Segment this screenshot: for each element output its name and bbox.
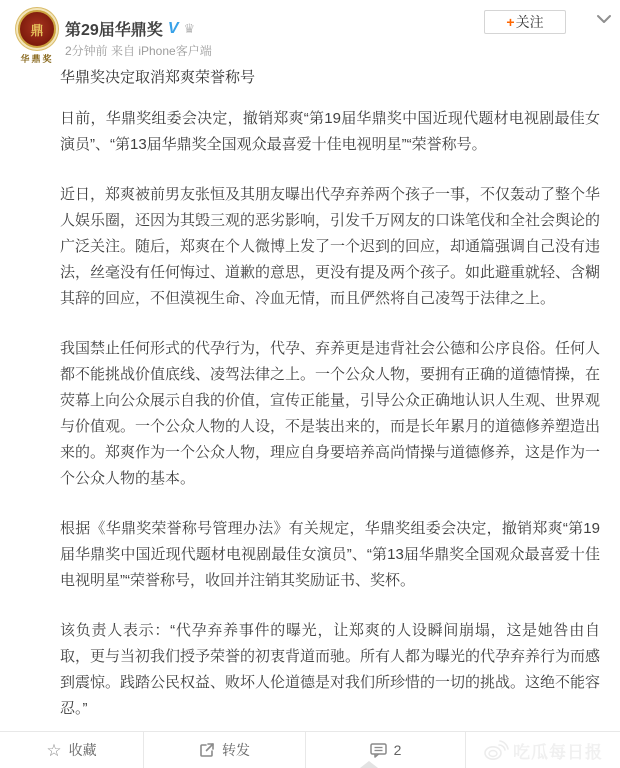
post-paragraph: 近日，郑爽被前男友张恒及其朋友曝出代孕弃养两个孩子一事，不仅轰动了整个华人娱乐圈，还因为其毁三观的恶劣影响，引发千万网友的口诛笔伐和全社会舆论的广泛关注。随后，郑爽在个人微博上发了一个迟到的回应，却通篇强调自己没有违法，丝毫没有任何悔过、道歉的意思，更没有提及两个孩子。如此避重就轻、含糊其辞的回应，不但漠视生命、冷血无情，而且俨然将自己凌驾于法律之上。 — [60, 186, 601, 307]
username[interactable]: 第29届华鼎奖 — [65, 22, 163, 39]
post-paragraph: 我国禁止任何形式的代孕行为，代孕、弃养更是违背社会公德和公序良俗。任何人都不能挑战价值底线、凌驾法律之上。一个公众人物，要拥有正确的道德情操，在荧幕上向公众展示自我的价值，宣传正能量，引导公众正确地认识人生观、世界观与价值观。一个公众人物的人设，不是装出来的，而是长年累月的道德修养塑造出来的。郑爽作为一个公众人物，理应自身要培养高尚情操与道德修养，这是作为一个公众人物的基本。 — [60, 340, 601, 487]
logo-glyph: 鼎 — [30, 22, 44, 38]
follow-button[interactable] — [484, 10, 566, 34]
repost-button[interactable] — [143, 732, 305, 768]
post-timestamp: 2分钟前 来自 iPhone客户端 — [65, 44, 212, 58]
huading-award-logo-icon — [18, 10, 56, 48]
post-paragraph: 该负责人表示：“代孕弃养事件的曝光，让郑爽的人设瞬间崩塌，这是她咎由自取，更与当初我们授予荣誉的初衷背道而驰。所有人都为曝光的代孕弃养行为而感到震惊。践踏公民权益、败坏人伦道德是对我们所珍惜的一切的挑战。这绝不能容忍。” — [60, 622, 601, 717]
plus-icon: + — [506, 14, 515, 30]
watermark-text: 吃瓜每日报 — [513, 742, 603, 762]
comment-count: 2 — [393, 742, 402, 758]
repost-icon — [199, 742, 215, 758]
avatar[interactable] — [11, 10, 63, 68]
favorite-label: 收藏 — [68, 742, 97, 758]
comment-button[interactable] — [305, 732, 465, 768]
verified-badge-icon: V — [167, 19, 179, 37]
repost-label: 转发 — [222, 742, 250, 758]
post-paragraph: 根据《华鼎奖荣誉称号管理办法》有关规定，华鼎奖组委会决定，撤销郑爽“第19届华鼎奖中国近现代题材电视剧最佳女演员”、“第13届华鼎奖全国观众最喜爱十佳电视明星”“荣誉称号，收回并注销其奖励证书、奖杯。 — [60, 520, 600, 589]
user-line — [65, 17, 195, 40]
post-paragraph: 日前，华鼎奖组委会决定，撤销郑爽“第19届华鼎奖中国近现代题材电视剧最佳女演员”、“第13届华鼎奖全国观众最喜爱十佳电视明星”“荣誉称号。 — [60, 110, 600, 153]
star-icon: ☆ — [46, 740, 62, 760]
post-title: 华鼎奖决定取消郑爽荣誉称号 — [60, 69, 256, 86]
watermark — [483, 738, 603, 763]
comment-icon — [370, 743, 387, 758]
action-bar — [0, 731, 620, 768]
vip-crown-icon: ♛ — [183, 21, 196, 36]
follow-button-label: 关注 — [515, 14, 544, 30]
watermark-area — [465, 732, 620, 768]
chevron-down-icon[interactable] — [596, 14, 612, 24]
comment-section-caret — [360, 761, 378, 768]
weibo-logo-icon — [483, 739, 509, 761]
avatar-caption: 华鼎奖 — [20, 54, 54, 64]
favorite-button[interactable] — [0, 732, 143, 768]
post-body — [60, 106, 600, 746]
